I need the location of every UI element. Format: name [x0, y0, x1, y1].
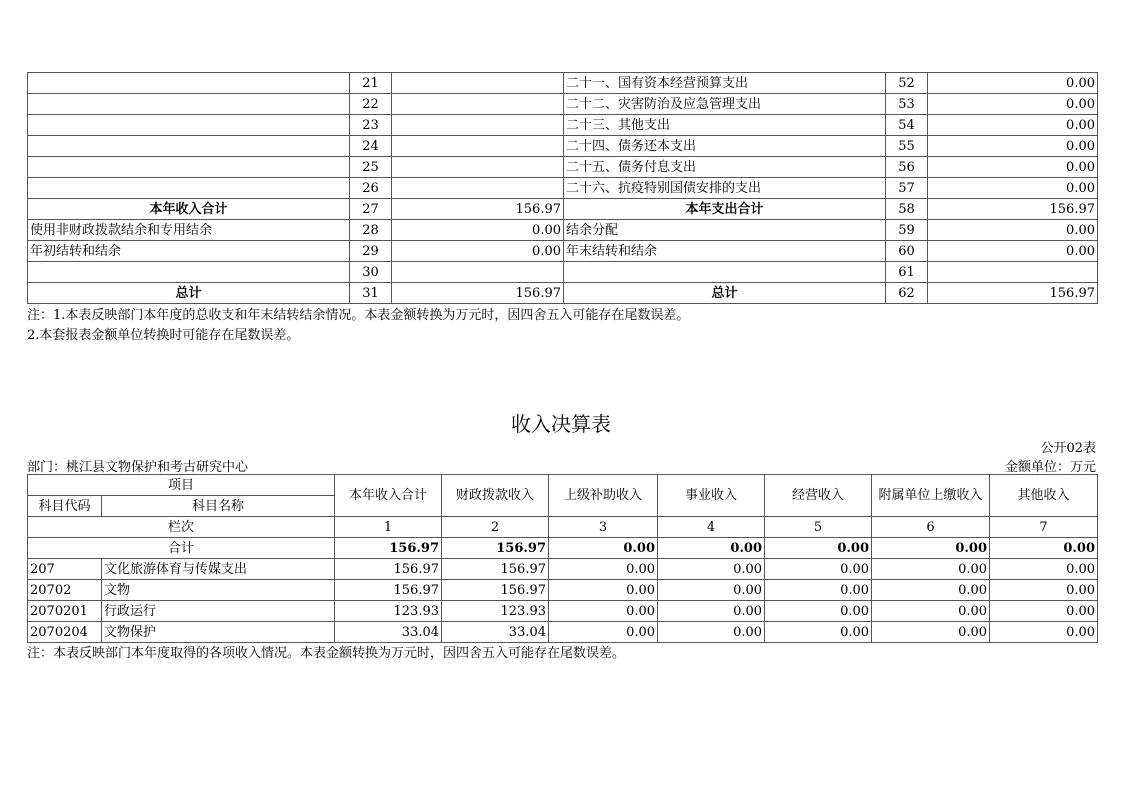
- summary-cell-b: 25: [350, 157, 392, 178]
- unit-label: 金额单位：万元: [1004, 460, 1096, 475]
- summary-cell-a: [28, 157, 350, 178]
- header-code: 科目代码: [28, 496, 102, 517]
- summary-cell-a: [28, 94, 350, 115]
- summary-cell-c: 0.00: [392, 220, 564, 241]
- summary-cell-d: 总计: [564, 283, 886, 304]
- amount-cell: 156.97: [335, 580, 442, 601]
- amount-cell: 0.00: [990, 601, 1098, 622]
- summary-cell-c: 156.97: [392, 199, 564, 220]
- amount-cell: 0.00: [658, 622, 765, 643]
- amount-cell: 0.00: [872, 601, 990, 622]
- amount-cell: 0.00: [549, 601, 658, 622]
- summary-cell-a: 使用非财政拨款结余和专用结余: [28, 220, 350, 241]
- summary-cell-d: 二十六、抗疫特别国债安排的支出: [564, 178, 886, 199]
- summary-row: [28, 220, 1098, 241]
- income-row: [28, 580, 1098, 601]
- summary-cell-d: 二十四、债务还本支出: [564, 136, 886, 157]
- income-table: [27, 474, 1098, 643]
- summary-cell-f: 0.00: [928, 94, 1098, 115]
- subject-code: 20702: [28, 580, 102, 601]
- summary-cell-e: 55: [886, 136, 928, 157]
- summary-cell-c: [392, 157, 564, 178]
- summary-cell-d: 本年支出合计: [564, 199, 886, 220]
- total-cell: 0.00: [765, 538, 872, 559]
- subject-name: 行政运行: [102, 601, 335, 622]
- summary-cell-a: 本年收入合计: [28, 199, 350, 220]
- amount-cell: 0.00: [658, 580, 765, 601]
- summary-cell-c: 0.00: [392, 241, 564, 262]
- amount-cell: 123.93: [442, 601, 549, 622]
- summary-cell-f: [928, 262, 1098, 283]
- summary-cell-e: 62: [886, 283, 928, 304]
- summary-cell-d: 年末结转和结余: [564, 241, 886, 262]
- amount-cell: 0.00: [549, 559, 658, 580]
- summary-cell-e: 61: [886, 262, 928, 283]
- header-col-6: 附属单位上缴收入: [872, 475, 990, 517]
- subject-name: 文物保护: [102, 622, 335, 643]
- header-col-5: 经营收入: [765, 475, 872, 517]
- amount-cell: 0.00: [549, 622, 658, 643]
- summary-cell-e: 53: [886, 94, 928, 115]
- header-item: 项目: [28, 475, 335, 496]
- income-row: [28, 601, 1098, 622]
- summary-cell-d: 二十五、债务付息支出: [564, 157, 886, 178]
- amount-cell: 0.00: [990, 580, 1098, 601]
- summary-row: [28, 115, 1098, 136]
- subject-name: 文化旅游体育与传媒支出: [102, 559, 335, 580]
- amount-cell: 0.00: [765, 601, 872, 622]
- summary-cell-c: [392, 115, 564, 136]
- amount-cell: 0.00: [872, 559, 990, 580]
- summary-cell-f: 156.97: [928, 283, 1098, 304]
- amount-cell: 0.00: [872, 580, 990, 601]
- summary-cell-b: 23: [350, 115, 392, 136]
- amount-cell: 0.00: [765, 580, 872, 601]
- summary-note-2: 2.本套报表金额单位转换时可能存在尾数误差。: [27, 328, 300, 343]
- total-cell: 0.00: [990, 538, 1098, 559]
- header-col-1: 本年收入合计: [335, 475, 442, 517]
- summary-cell-b: 26: [350, 178, 392, 199]
- amount-cell: 0.00: [765, 559, 872, 580]
- colnum: 7: [990, 517, 1098, 538]
- summary-row: [28, 136, 1098, 157]
- summary-cell-f: 156.97: [928, 199, 1098, 220]
- summary-cell-f: 0.00: [928, 220, 1098, 241]
- subject-code: 2070201: [28, 601, 102, 622]
- summary-cell-a: [28, 115, 350, 136]
- page-title: 收入决算表: [511, 412, 611, 436]
- subject-name: 文物: [102, 580, 335, 601]
- summary-cell-c: [392, 262, 564, 283]
- amount-cell: 123.93: [335, 601, 442, 622]
- subject-code: 2070204: [28, 622, 102, 643]
- income-note: 注：本表反映部门本年度取得的各项收入情况。本表金额转换为万元时，因四舍五入可能存在尾数误差。: [27, 646, 626, 661]
- total-cell: 156.97: [442, 538, 549, 559]
- summary-row: [28, 94, 1098, 115]
- header-lanci: 栏次: [28, 517, 335, 538]
- summary-cell-c: [392, 73, 564, 94]
- amount-cell: 156.97: [442, 580, 549, 601]
- colnum: 6: [872, 517, 990, 538]
- summary-cell-d: 二十二、灾害防治及应急管理支出: [564, 94, 886, 115]
- summary-row: [28, 73, 1098, 94]
- summary-cell-b: 27: [350, 199, 392, 220]
- summary-cell-a: [28, 73, 350, 94]
- summary-cell-a: 总计: [28, 283, 350, 304]
- amount-cell: 156.97: [442, 559, 549, 580]
- amount-cell: 156.97: [335, 559, 442, 580]
- header-col-4: 事业收入: [658, 475, 765, 517]
- department-label: 部门：桃江县文物保护和考古研究中心: [27, 460, 249, 475]
- summary-row: [28, 262, 1098, 283]
- summary-cell-d: 二十三、其他支出: [564, 115, 886, 136]
- total-cell: 0.00: [872, 538, 990, 559]
- summary-cell-e: 60: [886, 241, 928, 262]
- summary-cell-b: 21: [350, 73, 392, 94]
- amount-cell: 0.00: [658, 601, 765, 622]
- total-cell: 156.97: [335, 538, 442, 559]
- summary-cell-f: 0.00: [928, 241, 1098, 262]
- summary-cell-a: [28, 178, 350, 199]
- summary-cell-a: [28, 262, 350, 283]
- header-name: 科目名称: [102, 496, 335, 517]
- subject-code: 207: [28, 559, 102, 580]
- amount-cell: 33.04: [335, 622, 442, 643]
- summary-row: [28, 157, 1098, 178]
- summary-cell-a: 年初结转和结余: [28, 241, 350, 262]
- income-row: [28, 559, 1098, 580]
- colnum: 4: [658, 517, 765, 538]
- summary-cell-e: 59: [886, 220, 928, 241]
- summary-cell-d: 结余分配: [564, 220, 886, 241]
- summary-note-1: 注：1.本表反映部门本年度的总收支和年末结转结余情况。本表金额转换为万元时，因四舍五入可能存在尾数误差。: [27, 308, 690, 323]
- header-col-7: 其他收入: [990, 475, 1098, 517]
- summary-cell-e: 56: [886, 157, 928, 178]
- summary-cell-b: 30: [350, 262, 392, 283]
- summary-cell-e: 58: [886, 199, 928, 220]
- amount-cell: 0.00: [872, 622, 990, 643]
- amount-cell: 0.00: [990, 622, 1098, 643]
- summary-cell-f: 0.00: [928, 115, 1098, 136]
- summary-cell-b: 22: [350, 94, 392, 115]
- total-cell: 0.00: [658, 538, 765, 559]
- summary-row: [28, 199, 1098, 220]
- summary-cell-c: [392, 136, 564, 157]
- header-col-3: 上级补助收入: [549, 475, 658, 517]
- summary-table: [27, 72, 1098, 304]
- summary-row: [28, 241, 1098, 262]
- summary-cell-f: 0.00: [928, 73, 1098, 94]
- summary-cell-e: 54: [886, 115, 928, 136]
- summary-row: [28, 178, 1098, 199]
- summary-cell-f: 0.00: [928, 136, 1098, 157]
- summary-cell-d: 二十一、国有资本经营预算支出: [564, 73, 886, 94]
- amount-cell: 0.00: [658, 559, 765, 580]
- summary-cell-e: 52: [886, 73, 928, 94]
- summary-cell-b: 31: [350, 283, 392, 304]
- colnum: 3: [549, 517, 658, 538]
- summary-cell-c: 156.97: [392, 283, 564, 304]
- summary-cell-b: 24: [350, 136, 392, 157]
- header-col-2: 财政拨款收入: [442, 475, 549, 517]
- amount-cell: 33.04: [442, 622, 549, 643]
- colnum: 1: [335, 517, 442, 538]
- income-row: [28, 622, 1098, 643]
- amount-cell: 0.00: [990, 559, 1098, 580]
- total-cell: 0.00: [549, 538, 658, 559]
- summary-row: [28, 283, 1098, 304]
- total-label: 合计: [28, 538, 335, 559]
- summary-cell-e: 57: [886, 178, 928, 199]
- summary-cell-c: [392, 178, 564, 199]
- colnum: 5: [765, 517, 872, 538]
- summary-cell-f: 0.00: [928, 157, 1098, 178]
- summary-cell-f: 0.00: [928, 178, 1098, 199]
- summary-cell-b: 28: [350, 220, 392, 241]
- colnum: 2: [442, 517, 549, 538]
- summary-cell-b: 29: [350, 241, 392, 262]
- table-code: 公开02表: [1040, 441, 1096, 456]
- summary-cell-a: [28, 136, 350, 157]
- summary-cell-d: [564, 262, 886, 283]
- amount-cell: 0.00: [765, 622, 872, 643]
- amount-cell: 0.00: [549, 580, 658, 601]
- summary-cell-c: [392, 94, 564, 115]
